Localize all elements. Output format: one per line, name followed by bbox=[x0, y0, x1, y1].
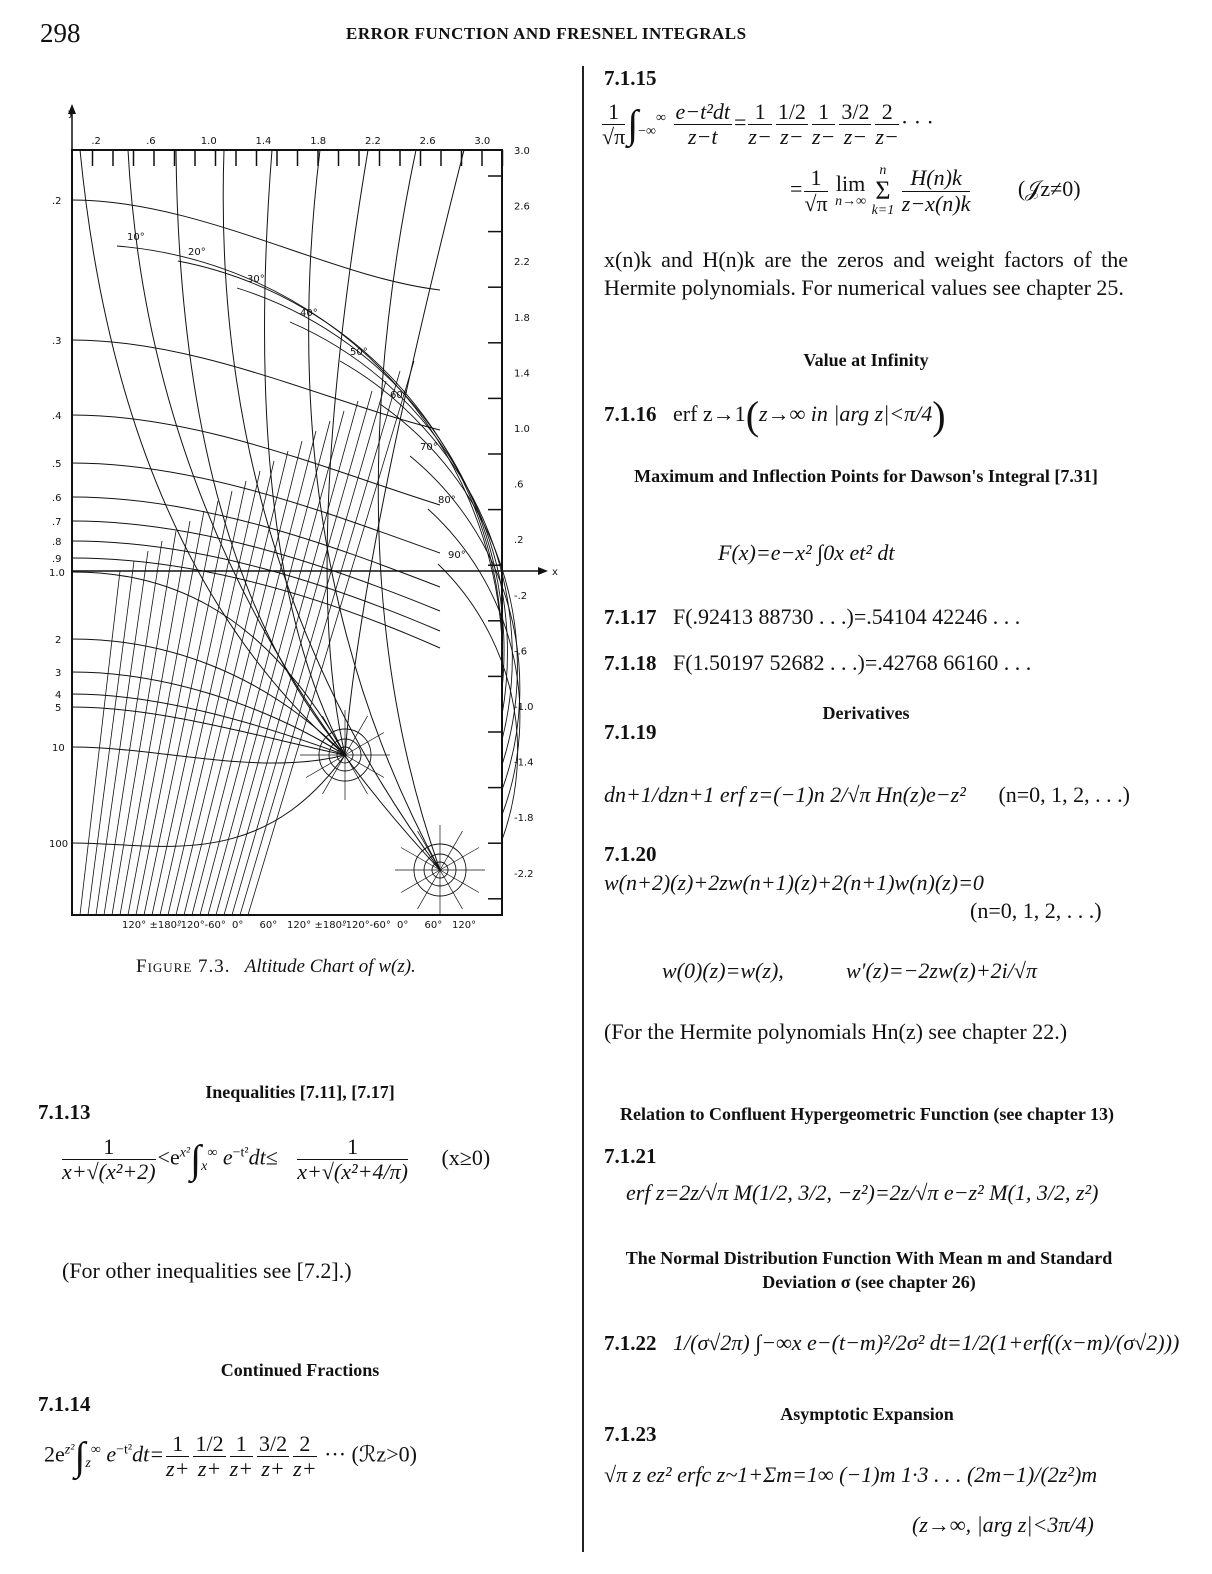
zero-radial bbox=[440, 848, 479, 871]
phase-contour-arc bbox=[438, 564, 518, 840]
left-tick-label: 2 bbox=[55, 635, 62, 646]
bottom-tick-label: 120° bbox=[452, 920, 477, 931]
bottom-tick-label: ±180° bbox=[314, 920, 347, 931]
right-tick-label: 1.8 bbox=[514, 312, 530, 324]
top-tick-label: 1.4 bbox=[255, 136, 272, 147]
equation-7-1-14: $2e^{z^2}\int_z^\infty$ $e^{-t^2}dt=$ $\frac{1}{z+}$ $\frac{1/2}{z+}$ $\frac{1}{z+}$ $\frac{3/2}{z+}$ $\frac{2}{z+}$ ··· (ℛz>0) bbox=[44, 1431, 417, 1482]
right-tick-label: -1.8 bbox=[514, 813, 534, 825]
bottom-tick-label: -120° bbox=[177, 920, 205, 931]
right-tick-label: -.6 bbox=[514, 646, 528, 658]
contour-lines bbox=[72, 150, 520, 915]
equation-7-1-22: 7.1.22 1/(σ√2π) ∫−∞x e−(t−m)²/2σ² dt=1/2(1+erf((x−m)/(σ√2))) bbox=[604, 1330, 1180, 1355]
bottom-tick-label: 60° bbox=[259, 920, 278, 931]
eq-label-7-1-23: 7.1.23 bbox=[604, 1422, 657, 1446]
confluent-heading: Relation to Confluent Hypergeometric Function (see chapter 13) bbox=[619, 1104, 1115, 1124]
zero-radial bbox=[418, 870, 441, 909]
zero-radial bbox=[306, 755, 345, 778]
running-title: ERROR FUNCTION AND FRESNEL INTEGRALS bbox=[346, 24, 747, 43]
phase-label: 20° bbox=[188, 247, 206, 258]
left-tick-label: 4 bbox=[55, 690, 62, 701]
right-tick-label: 2.6 bbox=[514, 201, 530, 213]
right-tick-label: 3.0 bbox=[514, 146, 530, 157]
bottom-tick-label: 60° bbox=[424, 920, 443, 931]
equation-7-1-21: erf z=2z/√π M(1/2, 3/2, −z²)=2z/√π e−z² M(1, 3/2, z²) bbox=[626, 1180, 1099, 1205]
eq-label-7-1-13: 7.1.13 bbox=[38, 1100, 91, 1124]
phase-contour bbox=[128, 150, 440, 870]
left-tick-label: .3 bbox=[52, 336, 62, 347]
left-tick-label: .5 bbox=[52, 459, 62, 470]
lower-contour bbox=[216, 401, 358, 915]
phase-contour bbox=[345, 150, 464, 755]
inequalities-heading: Inequalities [7.11], [7.17] bbox=[205, 1082, 395, 1102]
equation-7-1-16: 7.1.16 erf z→1(z→∞ in |arg z|<π/4) bbox=[604, 393, 946, 438]
derivatives-heading: Derivatives bbox=[822, 703, 910, 723]
lower-contour bbox=[192, 431, 316, 915]
lower-contour bbox=[144, 491, 232, 915]
equation-7-1-13: $\frac{1}{\text{x+√(x²+2)}}$ $<e^{x^2}\int_x^\infty$ $e^{-t^2}dt\le$ $\frac{1}{\text{x+√(x²+4/π)}}$ (x≥0) bbox=[62, 1134, 491, 1185]
chart-frame bbox=[72, 150, 502, 915]
lower-contour bbox=[240, 371, 400, 915]
eq-label-7-1-19: 7.1.19 bbox=[604, 720, 657, 744]
top-tick-label: 1.8 bbox=[310, 136, 327, 147]
phase-contour bbox=[223, 150, 440, 870]
phase-contour bbox=[378, 150, 440, 870]
top-tick-label: 2.2 bbox=[364, 136, 381, 147]
left-tick-label: .4 bbox=[52, 411, 62, 422]
lower-contour bbox=[152, 481, 246, 915]
zero-radial bbox=[345, 755, 384, 778]
lower-contour bbox=[200, 421, 330, 915]
bottom-tick-label: 0° bbox=[232, 920, 244, 931]
left-tick-label: .2 bbox=[52, 196, 62, 207]
phase-label: 40° bbox=[300, 308, 318, 319]
equation-7-1-19: dn+1/dzn+1 erf z=(−1)n 2/√π Hn(z)e−z² (n=0, 1, 2, . . .) bbox=[604, 782, 1130, 807]
zero-radial bbox=[323, 755, 346, 794]
zero-radial bbox=[345, 755, 368, 794]
page-number: 298 bbox=[40, 18, 81, 48]
eq-label-7-1-15: 7.1.15 bbox=[604, 66, 657, 90]
left-tick-label: 1.0 bbox=[49, 568, 65, 579]
right-tick-label: -1.4 bbox=[514, 757, 534, 769]
bottom-tick-label: -60° bbox=[369, 920, 391, 931]
equation-7-1-15-line1: $\frac{1}{√\pi}$ $\int_{-\infty}^\infty$ $\frac{\text{e−t²dt}}{z-t}$ = $\frac{1}{z-}$ $\frac{1/2}{z-}$ $\frac{1}{z-}$ $\frac{3/2}{z-}$ $\frac{2}{z-}$ · · · bbox=[602, 99, 934, 150]
phase-contour bbox=[80, 150, 345, 755]
equation-7-1-20-initial: w(0)(z)=w(z), bbox=[662, 958, 784, 983]
right-tick-label: -.2 bbox=[514, 590, 528, 602]
equation-7-1-20-condition: (n=0, 1, 2, . . .) bbox=[970, 898, 1102, 923]
right-tick-label: .2 bbox=[514, 535, 524, 547]
right-tick-label: .6 bbox=[514, 479, 524, 491]
lower-contour bbox=[176, 451, 288, 915]
modulus-contour bbox=[72, 497, 440, 587]
lower-contour bbox=[224, 391, 372, 915]
right-tick-label: 1.4 bbox=[514, 368, 530, 380]
value-at-infinity-heading: Value at Infinity bbox=[803, 350, 929, 370]
right-tick-label: 1.0 bbox=[514, 424, 530, 435]
zero-radial bbox=[440, 831, 463, 870]
hermite-reference-note: (For the Hermite polynomials Hn(z) see chapter 22.) bbox=[604, 1019, 1068, 1044]
equation-7-1-15-line2: = $\frac{1}{√\pi}$ lim n→∞ n Σ k=1 $\frac{H(n)k}{z-x(n)k}$ (𝒥z≠0) bbox=[790, 163, 1081, 218]
top-tick-label: 1.0 bbox=[200, 136, 217, 147]
x-arrowhead bbox=[538, 567, 548, 575]
phase-contour bbox=[176, 150, 345, 755]
column-divider bbox=[582, 66, 584, 1552]
bottom-tick-label: ±180° bbox=[149, 920, 182, 931]
phase-label: 60° bbox=[390, 390, 408, 401]
left-tick-label: .9 bbox=[52, 554, 62, 565]
phase-contour bbox=[327, 150, 368, 755]
zero-radial bbox=[440, 870, 479, 893]
equation-7-1-17: 7.1.17 F(.92413 88730 . . .)=.54104 42246 . . . bbox=[604, 604, 1021, 629]
lower-contour bbox=[136, 501, 218, 915]
modulus-contour bbox=[72, 755, 345, 846]
lower-contour bbox=[88, 561, 134, 915]
phase-label: 70° bbox=[420, 442, 438, 453]
phase-label: 50° bbox=[350, 347, 368, 358]
lower-contour bbox=[96, 551, 148, 915]
equation-7-1-23: √π z ez² erfc z~1+Σm=1∞ (−1)m 1·3 . . . (2m−1)/(2z²)m bbox=[604, 1462, 1098, 1487]
modulus-contour bbox=[72, 707, 345, 755]
equation-7-1-20-derivative: w′(z)=−2zw(z)+2i/√π bbox=[846, 958, 1038, 983]
asymptotic-heading: Asymptotic Expansion bbox=[780, 1404, 954, 1424]
bottom-tick-label: 120° bbox=[122, 920, 147, 931]
left-tick-label: 3 bbox=[55, 668, 62, 679]
equation-7-1-18: 7.1.18 F(1.50197 52682 . . .)=.42768 66160 . . . bbox=[604, 650, 1032, 675]
left-tick-label: 5 bbox=[55, 703, 62, 714]
phase-label: 10° bbox=[127, 232, 145, 243]
top-tick-label: .6 bbox=[146, 136, 156, 147]
hermite-zeros-note: x(n)k and H(n)k are the zeros and weight factors of the Hermite polynomials. For numerical values see chapter 25. bbox=[604, 247, 1128, 300]
bottom-tick-label: 0° bbox=[397, 920, 409, 931]
lower-contour bbox=[112, 531, 176, 915]
phase-label: 30° bbox=[247, 274, 265, 285]
figure-caption: Figure 7.3. Altitude Chart of w(z). bbox=[136, 956, 416, 977]
phase-label: 80° bbox=[438, 495, 456, 506]
phase-contour-arc bbox=[428, 509, 520, 815]
continued-fractions-heading: Continued Fractions bbox=[220, 1360, 380, 1380]
zero-radial bbox=[440, 870, 463, 909]
equation-7-1-23-condition: (z→∞, |arg z|<3π/4) bbox=[912, 1512, 1094, 1537]
left-tick-label: .7 bbox=[52, 517, 62, 528]
normal-distribution-heading: The Normal Distribution Function With Mean m and Standard Deviation σ (see chapter 26) bbox=[625, 1248, 1113, 1292]
bottom-tick-label: -120° bbox=[342, 920, 370, 931]
zero-radial bbox=[401, 870, 440, 893]
other-inequalities-note: (For other inequalities see [7.2].) bbox=[62, 1258, 352, 1283]
right-tick-label: -1.0 bbox=[514, 702, 534, 713]
bottom-tick-label: 120° bbox=[287, 920, 312, 931]
bottom-tick-label: -60° bbox=[204, 920, 226, 931]
top-tick-label: 3.0 bbox=[474, 136, 491, 147]
dawson-definition: F(x)=e−x² ∫0x et² dt bbox=[718, 540, 895, 565]
left-tick-label: .8 bbox=[52, 537, 62, 548]
altitude-chart bbox=[0, 0, 580, 950]
eq-label-7-1-14: 7.1.14 bbox=[38, 1392, 91, 1416]
top-tick-label: 2.6 bbox=[419, 136, 436, 147]
top-tick-label: .2 bbox=[91, 136, 101, 147]
x-axis-label: x bbox=[552, 567, 558, 578]
eq-label-7-1-20: 7.1.20 bbox=[604, 842, 657, 866]
phase-contour-arc bbox=[117, 246, 502, 640]
left-tick-label: 10 bbox=[52, 743, 65, 754]
left-tick-label: 100 bbox=[49, 839, 69, 850]
y-axis-label: y bbox=[68, 108, 74, 119]
lower-contour bbox=[184, 441, 302, 915]
phase-label: 90° bbox=[448, 550, 466, 561]
dawson-heading: Maximum and Inflection Points for Dawson's Integral [7.31] bbox=[634, 466, 1098, 486]
right-tick-label: -2.2 bbox=[514, 868, 534, 880]
zero-radial bbox=[345, 733, 384, 756]
zero-radial bbox=[323, 716, 346, 755]
right-tick-label: 2.2 bbox=[514, 257, 530, 269]
left-tick-label: .6 bbox=[52, 493, 62, 504]
equation-7-1-20: w(n+2)(z)+2zw(n+1)(z)+2(n+1)w(n)(z)=0 bbox=[604, 870, 984, 895]
eq-label-7-1-21: 7.1.21 bbox=[604, 1144, 657, 1168]
lower-contour bbox=[80, 571, 120, 915]
